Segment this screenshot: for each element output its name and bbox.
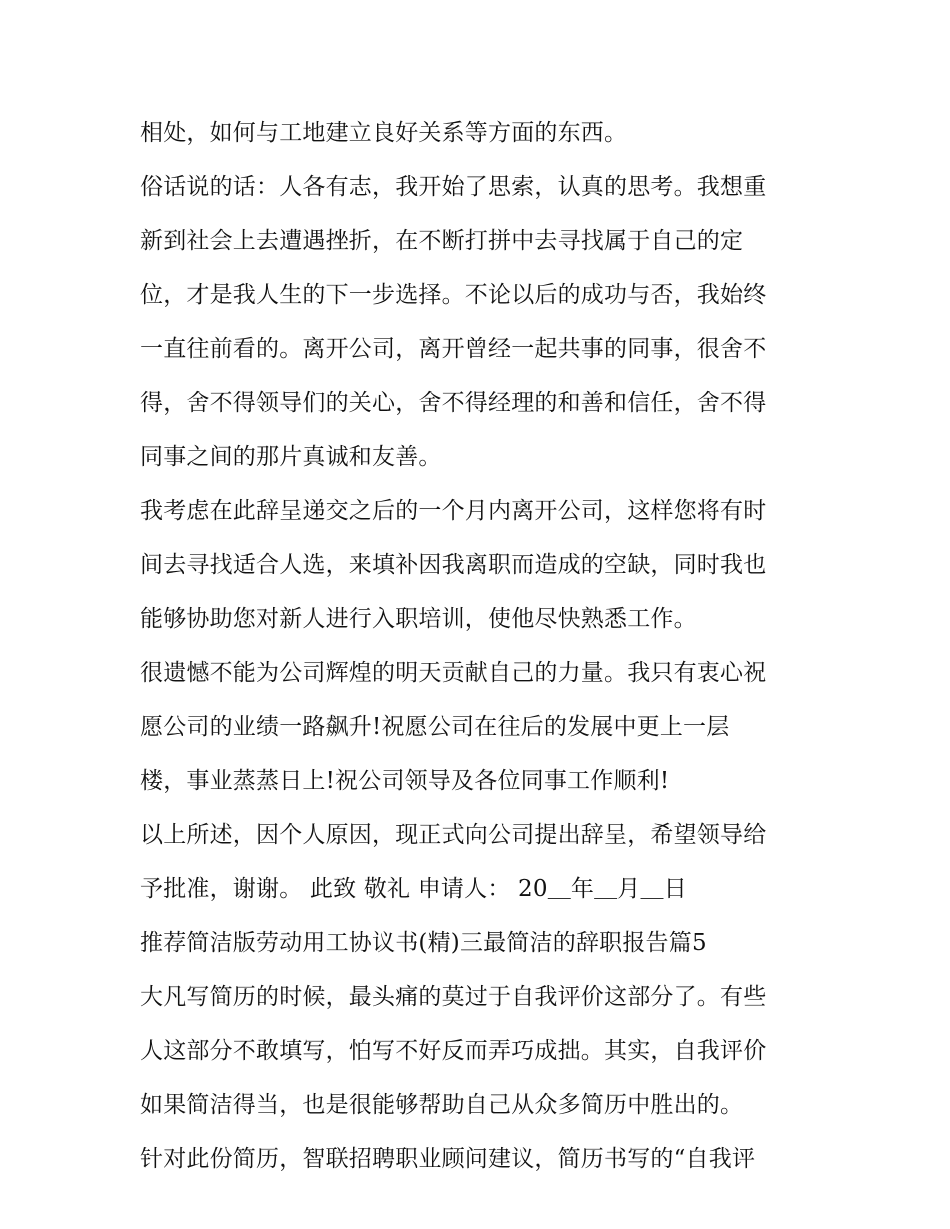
text-line: 我考虑在此辞呈递交之后的一个月内离开公司，这样您将有时 [140, 498, 767, 524]
text-line: 俗话说的话：人各有志，我开始了思索，认真的思考。我想重 [140, 174, 767, 200]
text-line: 新到社会上去遭遇挫折，在不断打拼中去寻找属于自己的定 [140, 228, 744, 254]
text-line: 同事之间的那片真诚和友善。 [140, 444, 442, 470]
text-line: 如果简洁得当，也是很能够帮助自己从众多简历中胜出的。 [140, 1092, 744, 1118]
text-line: 很遗憾不能为公司辉煌的明天贡献自己的力量。我只有衷心祝 [140, 660, 767, 686]
text-line: 针对此份简历，智联招聘职业顾问建议，简历书写的“自我评 [140, 1146, 756, 1172]
text-line: 以上所述，因个人原因，现正式向公司提出辞呈，希望领导给 [140, 822, 767, 848]
text-line: 位，才是我人生的下一步选择。不论以后的成功与否，我始终 [140, 282, 767, 308]
section-heading: 推荐简洁版劳动用工协议书(精)三最简洁的辞职报告篇5 [140, 930, 707, 956]
document-body [140, 106, 820, 1186]
text-line: 得，舍不得领导们的关心，舍不得经理的和善和信任，舍不得 [140, 390, 767, 416]
text-line: 予批准，谢谢。 此致 敬礼 申请人： 20＿年＿月＿日 [140, 876, 687, 902]
text-line: 间去寻找适合人选，来填补因我离职而造成的空缺，同时我也 [140, 552, 767, 578]
text-line: 楼，事业蒸蒸日上!祝公司领导及各位同事工作顺利! [140, 768, 670, 794]
text-line: 大凡写简历的时候，最头痛的莫过于自我评价这部分了。有些 [140, 984, 767, 1010]
text-line: 能够协助您对新人进行入职培训，使他尽快熟悉工作。 [140, 606, 697, 632]
text-line: 愿公司的业绩一路飙升!祝愿公司在往后的发展中更上一层 [140, 714, 730, 740]
text-line: 人这部分不敢填写，怕写不好反而弄巧成拙。其实，自我评价 [140, 1038, 767, 1064]
text-line: 一直往前看的。离开公司，离开曾经一起共事的同事，很舍不 [140, 336, 767, 362]
text-line: 相处，如何与工地建立良好关系等方面的东西。 [140, 120, 628, 146]
